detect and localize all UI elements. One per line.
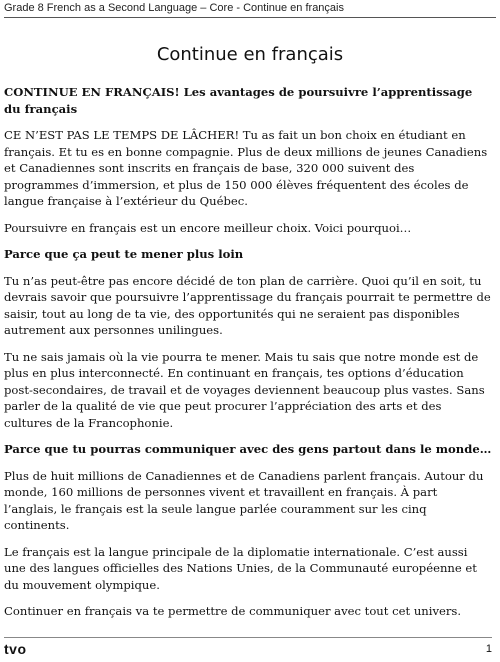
paragraph-conclusion: Continuer en français va te permettre de communiquer avec tout cet univers. xyxy=(4,604,462,618)
paragraph-intro: CE N’EST PAS LE TEMPS DE LÂCHER! Tu as fait un bon choix en étudiant en français. Et tu es en bonne compagnie. Plus de deux millions de jeunes Canadiens et Canadiennes sont inscrits en français de base, 320 000 suivent des programmes d’immersion, et plus de 150 000 élèves fréquentent des écoles de langue française à l’extérieur du Québec. xyxy=(4,128,488,208)
page-header xyxy=(4,2,496,18)
paragraph-career: Tu n’as peut-être pas encore décidé de ton plan de carrière. Quoi qu’il en soit, tu devrais savoir que poursuivre l’apprentissage du français pourrait te permettre de saisir, tout au long de ta vie, des opportunités qui ne seraient pas disponibles autrement aux personnes unilingues. xyxy=(4,273,491,337)
paragraph-diplomacy: Le français est la langue principale de la diplomatie internationale. C’est aussi une des langues officielles des Nations Unies, de la Communauté européenne et du mouvement olympique. xyxy=(4,544,477,592)
section-heading-communicate: Parce que tu pourras communiquer avec des gens partout dans le monde… xyxy=(4,442,492,456)
section-heading-career: Parce que ça peut te mener plus loin xyxy=(4,247,244,261)
course-title: Grade 8 French as a Second Language – Core - Continue en français xyxy=(4,2,344,14)
page-number: 1 xyxy=(485,643,492,655)
tvo-logo: tvo xyxy=(4,641,27,657)
paragraph-speakers: Plus de huit millions de Canadiennes et de Canadiens parlent français. Autour du monde, 160 millions de personnes vivent et travaillent en français. À part l’anglais, le français est la seule langue parlée couramment sur les cinq continents. xyxy=(4,468,484,532)
main-heading: CONTINUE EN FRANÇAIS! Les avantages de poursuivre l’apprentissage du français xyxy=(4,85,473,116)
page-footer xyxy=(4,637,492,658)
paragraph-world: Tu ne sais jamais où la vie pourra te mener. Mais tu sais que notre monde est de plus en plus interconnecté. En continuant en français, tes options d’éducation post-secondaires, de travail et de voyages deviennent beaucoup plus vastes. Sans parler de la qualité de vie que peut procurer l’appréciation des arts et des cultures de la Francophonie. xyxy=(4,349,485,430)
page-title: Continue en français xyxy=(156,44,344,65)
paragraph-choice: Poursuivre en français est un encore meilleur choix. Voici pourquoi… xyxy=(4,220,412,235)
document-body xyxy=(4,84,492,630)
